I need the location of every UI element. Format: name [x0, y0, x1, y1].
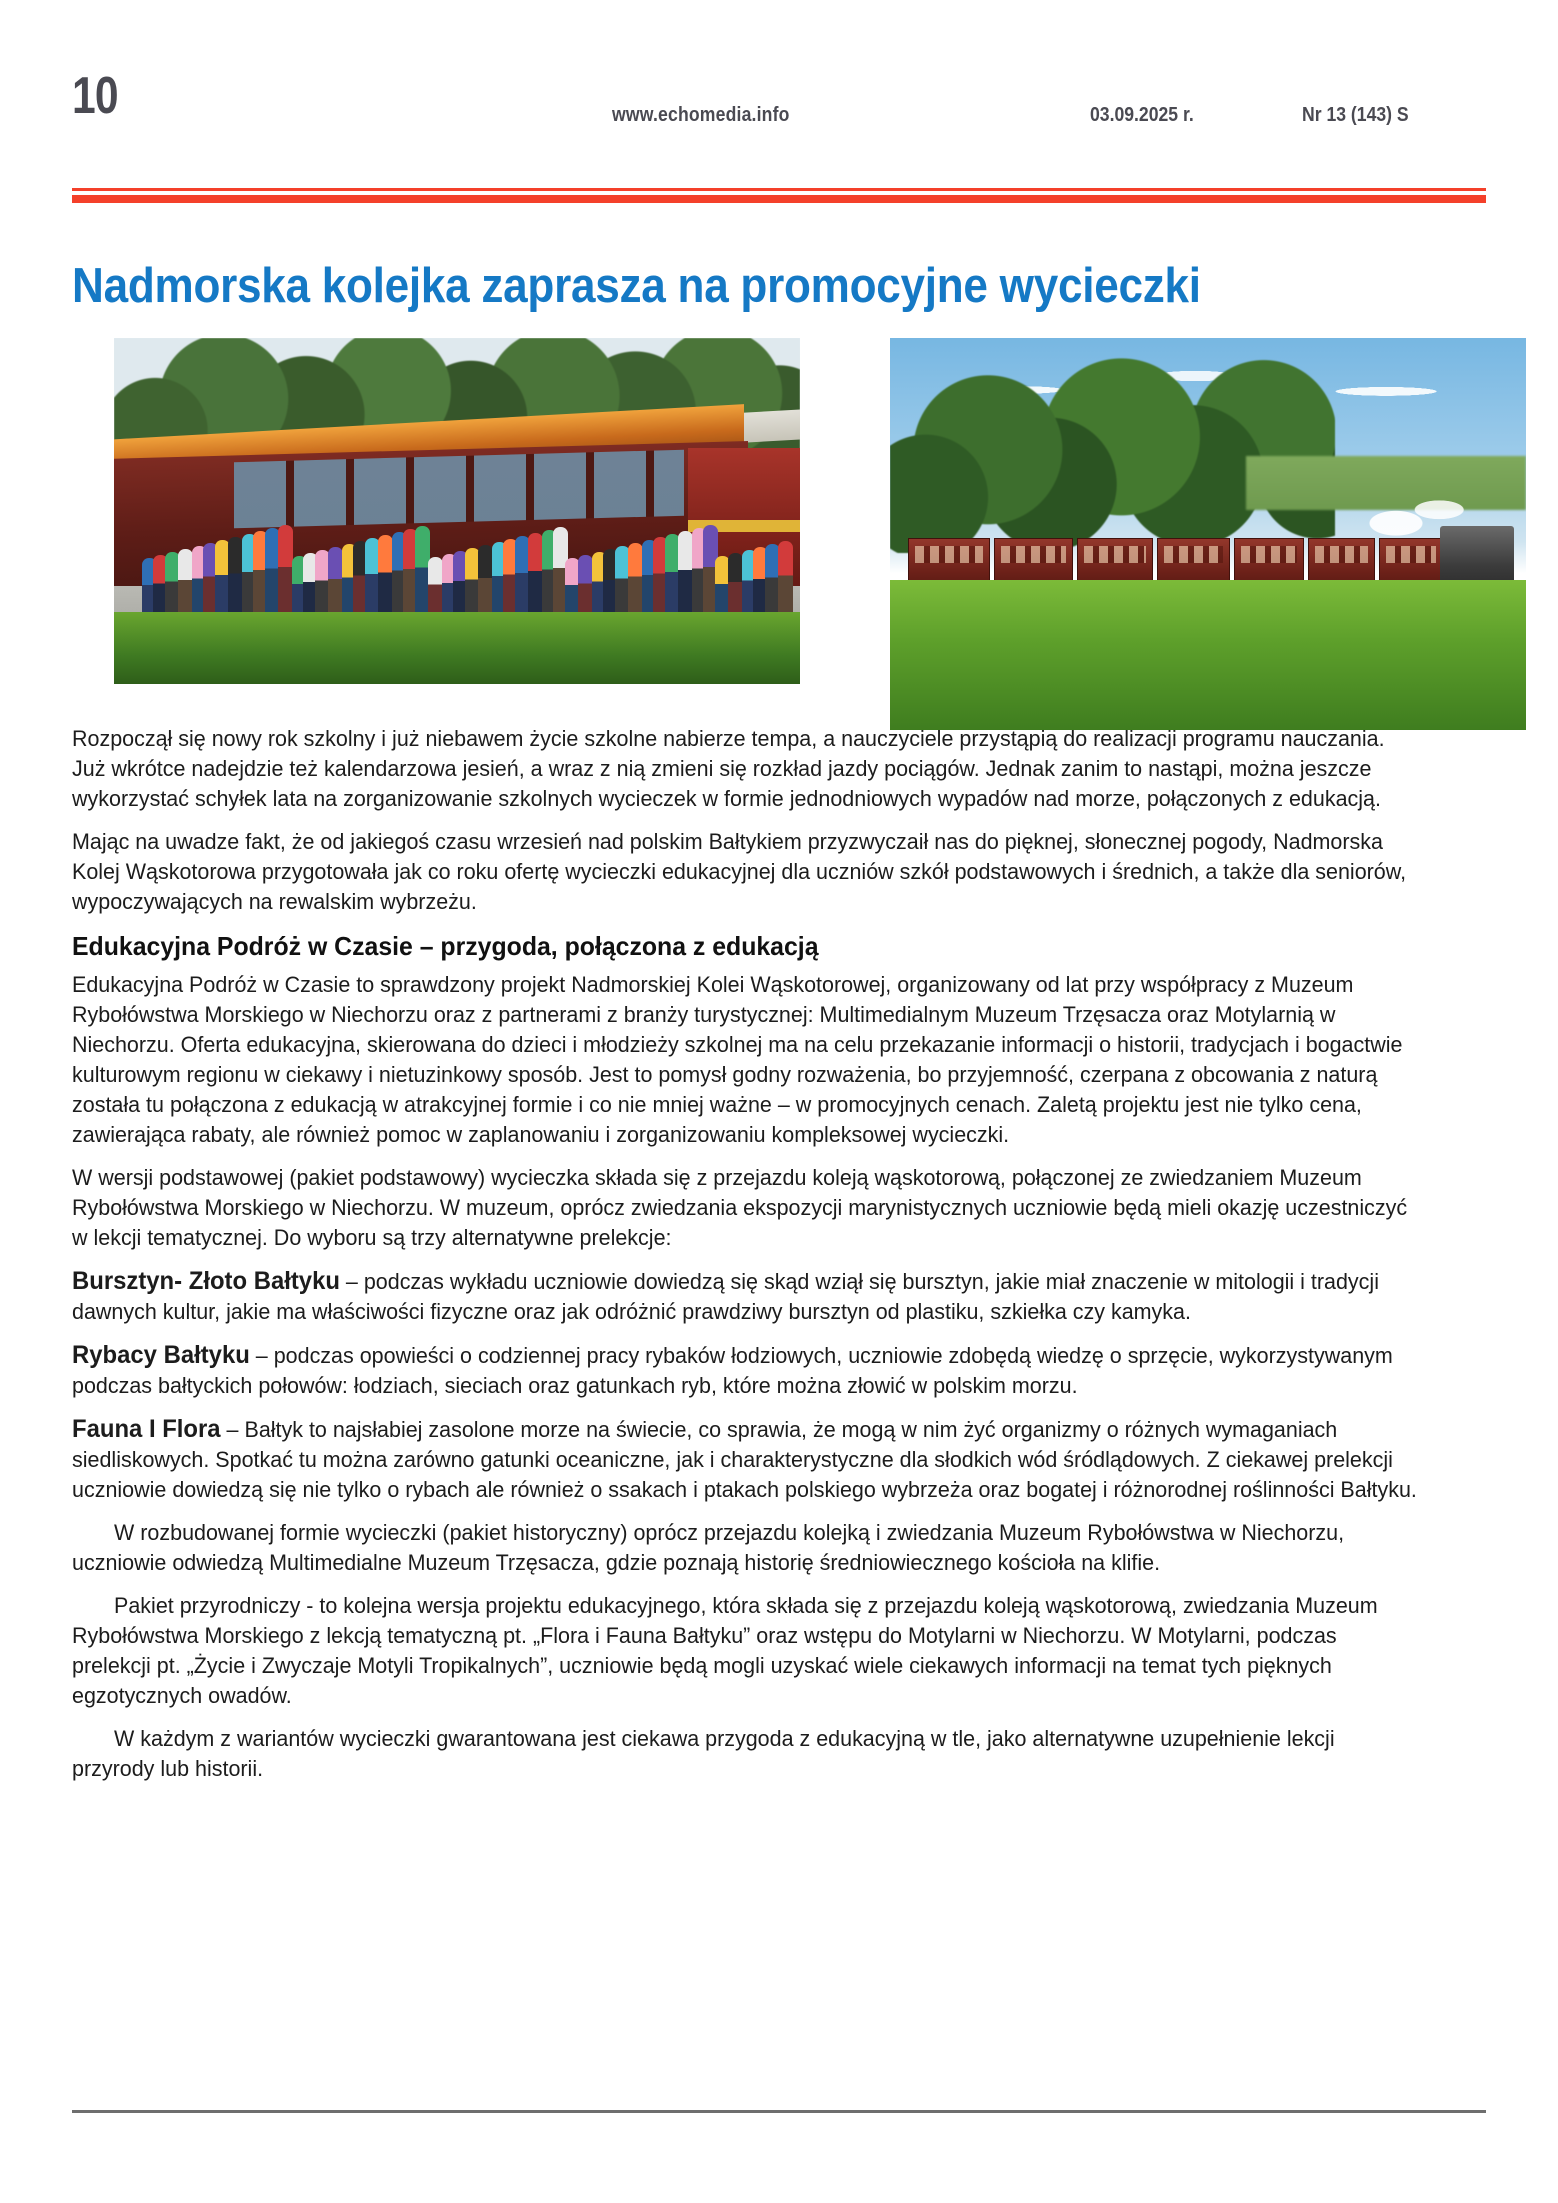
article-body [72, 724, 1484, 1797]
header-divider-rule [72, 188, 1486, 203]
paragraph-basic-package: W wersji podstawowej (pakiet podstawowy) wycieczka składa się z przejazdu koleją wąskotorową, połączonej ze zwiedzaniem Muzeum Rybołówstwa Morskiego w Niechorzu. W muzeum, oprócz zwiedzania ekspozycji marynistycznych uczniowie będą mieli okazję uczestniczyć w lekcji tematycznej. Do wyboru są trzy alternatywne prelekcje: [72, 1165, 1408, 1250]
photo-row [74, 322, 1486, 714]
article-headline: Nadmorska kolejka zaprasza na promocyjne wycieczki [72, 258, 1201, 313]
paragraph-project-description: Edukacyjna Podróż w Czasie to sprawdzony projekt Nadmorskiej Kolei Wąskotorowej, organizowany od lat przy współpracy z Muzeum Rybołówstwa Morskiego w Niechorzu oraz z partnerami z branży turystycznej: Multimedialnym Muzeum Trzęsacza oraz Motylarnią w Niechorzu. Oferta edukacyjna, skierowana do dzieci i młodzieży szkolnej ma na celu przekazanie informacji o historii, tradycjach i bogactwie kulturowym regionu w ciekawy i nietuzinkowy sposób. Jest to pomysł godny rozważenia, bo przyjemność, czerpana z obcowania z naturą została tu połączona z edukacją w atrakcyjnej formie i co nie mniej ważne – w promocyjnych cenach. Zaletą projektu jest nie tylko cena, zawierająca rabaty, ale również pomoc w zaplanowaniu i zorganizowaniu kompleksowej wycieczki. [72, 972, 1403, 1147]
rule-thick-line [72, 195, 1486, 203]
lecture-amber-body: – podczas wykładu uczniowie dowiedzą się skąd wziął się bursztyn, jakie miał znaczenie w mitologii i tradycji dawnych kultur, jakie ma właściwości fizyczne oraz jak odróżnić prawdziwy bursztyn od plastiku, szkiełka czy kamyka. [72, 1269, 1379, 1324]
section-subheading: Edukacyjna Podróż w Czasie – przygoda, połączona z edukacją [72, 931, 819, 961]
page-number: 10 [72, 67, 118, 125]
photo-forest [890, 338, 1335, 553]
paragraph-nature-package: Pakiet przyrodniczy - to kolejna wersja projektu edukacyjnego, która składa się z przejazdu koleją wąskotorową, zwiedzania Muzeum Rybołówstwa Morskiego z lekcją tematyczną pt. „Flora i Fauna Bałtyku” oraz wstępu do Motylarni w Niechorzu. W Motylarni, podczas prelekcji pt. „Życie i Zwyczaje Motyli Tropikalnych”, uczniowie będą mogli uzyskać wiele ciekawych informacji na temat tych pięknych egzotycznych owadów. [72, 1593, 1378, 1708]
photo-students-at-station [114, 338, 800, 684]
website-url: www.echomedia.info [612, 104, 790, 126]
publication-date: 03.09.2025 r. [1090, 104, 1194, 126]
photo-grass-foreground [114, 612, 800, 684]
lecture-amber [72, 1266, 1420, 1327]
paragraph-intro-2: Mając na uwadze fakt, że od jakiegoś czasu wrzesień nad polskim Bałtykiem przyzwyczaił nas do pięknej, słonecznej pogody, Nadmorska Kolej Wąskotorowa przygotowała jak co roku ofertę wycieczki edukacyjnej dla uczniów szkół podstawowych i średnich, a także dla seniorów, wypoczywających na rewalskim wybrzeżu. [72, 829, 1407, 914]
footer-divider-rule [72, 2110, 1486, 2113]
lecture-fauna-flora-body: – Bałtyk to najsłabiej zasolone morze na świecie, co sprawia, że mogą w nim żyć organizmy o różnych wymaganiach siedliskowych. Spotkać tu można zarówno gatunki oceaniczne, jak i charakterystyczne dla słodkich wód śródlądowych. Z ciekawej prelekcji uczniowie dowiedzą się nie tylko o rybach ale również o ssakach i ptakach polskiego wybrzeża oraz bogatej i różnorodnej roślinności Bałtyku. [72, 1417, 1417, 1502]
lecture-fishermen-title: Rybacy Bałtyku [72, 1341, 250, 1369]
lecture-fishermen-body: – podczas opowieści o codziennej pracy rybaków łodziowych, uczniowie zdobędą wiedzę o sprzęcie, wykorzystywanym podczas bałtyckich połowów: łodziach, sieciach oraz gatunkach ryb, które można złowić w polskim morzu. [72, 1343, 1393, 1398]
issue-number: Nr 13 (143) S [1302, 104, 1409, 126]
lecture-fauna-flora [72, 1414, 1420, 1505]
photo-group-of-students [142, 508, 762, 618]
paragraph-intro-1: Rozpoczął się nowy rok szkolny i już niebawem życie szkolne nabierze tempa, a nauczyciele przystąpią do realizacji programu nauczania. Już wkrótce nadejdzie też kalendarzowa jesień, a wraz z nią zmieni się rozkład jazdy pociągów. Jednak zanim to nastąpi, można jeszcze wykorzystać schyłek lata na zorganizowanie szkolnych wycieczek w formie jednodniowych wypadów nad morze, połączonych z edukacją. [72, 726, 1385, 811]
page-masthead [72, 67, 1486, 134]
photo-meadow-foreground [890, 580, 1526, 730]
paragraph-historic-package: W rozbudowanej formie wycieczki (pakiet historyczny) oprócz przejazdu kolejką i zwiedzania Muzeum Rybołówstwa w Niechorzu, uczniowie odwiedzą Multimedialne Muzeum Trzęsacza, gdzie poznają historię średniowiecznego kościoła na klifie. [72, 1520, 1345, 1575]
photo-steam-plume [1360, 484, 1480, 540]
photo-train-in-landscape [890, 338, 1526, 730]
lecture-fishermen [72, 1340, 1420, 1401]
paragraph-closing: W każdym z wariantów wycieczki gwarantowana jest ciekawa przygoda z edukacyjną w tle, jako alternatywne uzupełnienie lekcji przyrody lub historii. [72, 1726, 1335, 1781]
lecture-amber-title: Bursztyn- Złoto Bałtyku [72, 1267, 340, 1295]
lecture-fauna-flora-title: Fauna I Flora [72, 1415, 221, 1443]
